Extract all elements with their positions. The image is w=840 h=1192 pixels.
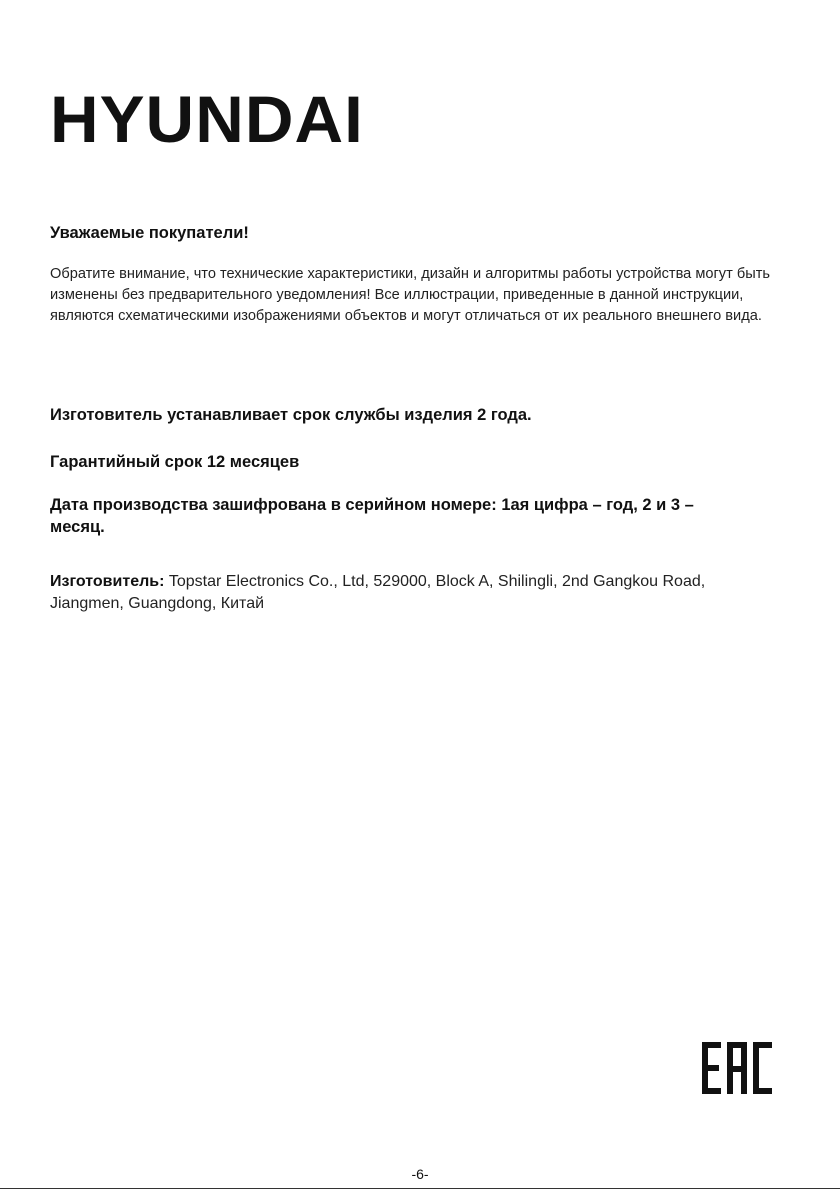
manufacturer-info — [50, 571, 750, 615]
greeting-heading: Уважаемые покупатели! — [50, 224, 249, 242]
warranty-statement: Гарантийный срок 12 месяцев — [50, 453, 300, 471]
intro-paragraph: Обратите внимание, что технические характеристики, дизайн и алгоритмы работы устройства могут быть изменены без предварительного уведомления! Все иллюстрации, приведенные в данной инструкции, являются схематическими изображениями объектов и могут отличаться от их реального внешнего вида. — [50, 266, 770, 324]
manufacturer-label: Изготовитель: — [50, 573, 165, 590]
production-date-statement: Дата производства зашифрована в серийном номере: 1ая цифра – год, 2 и 3 – месяц. — [50, 496, 694, 536]
eac-mark-icon — [702, 1042, 772, 1094]
service-life-statement: Изготовитель устанавливает срок службы изделия 2 года. — [50, 406, 532, 424]
bottom-divider — [0, 1188, 840, 1189]
page-number: -6- — [411, 1166, 429, 1182]
manufacturer-details: Topstar Electronics Co., Ltd, 529000, Block A, Shilingli, 2nd Gangkou Road, Jiangmen, Guangdong, Китай — [50, 573, 706, 612]
hyundai-logo: HYUNDAI — [50, 82, 364, 156]
